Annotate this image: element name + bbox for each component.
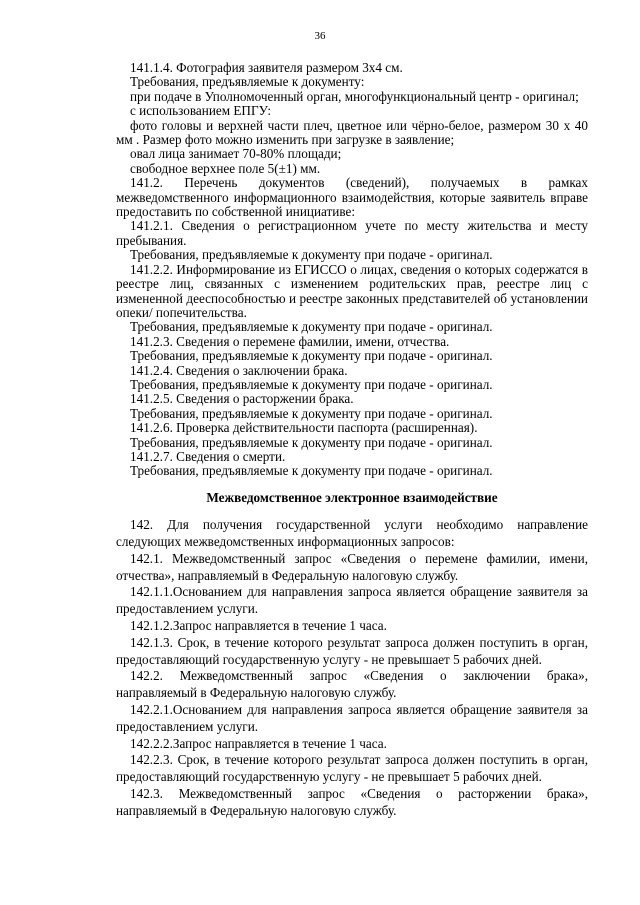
paragraph: 141.2.4. Сведения о заключении брака. (130, 362, 348, 378)
section-heading: Межведомственное электронное взаимодействие (206, 489, 498, 505)
paragraph: при подаче в Уполномоченный орган, многофункциональный центр - оригинал; (130, 88, 579, 104)
paragraph: 141.2.1. Сведения о регистрационном учете по месту жительства и месту пребывания. (116, 218, 588, 248)
paragraph: 142.1.2.Запрос направляется в течение 1 часа. (130, 617, 387, 633)
paragraph: 141.1.4. Фотография заявителя размером 3х4 см. (130, 60, 403, 75)
paragraph: с использованием ЕПГУ: (130, 103, 272, 119)
paragraph: 142. Для получения государственной услуги необходимо направление следующих межведомственных информационных запросов: (116, 517, 588, 549)
paragraph: Требования, предъявляемые к документу: (130, 74, 365, 90)
paragraph: Требования, предъявляемые к документу при подаче - оригинал. (130, 376, 493, 392)
paragraph: 142.2.2.Запрос направляется в течение 1 часа. (130, 735, 387, 751)
paragraph: овал лица занимает 70-80% площади; (130, 146, 342, 162)
section-interaction (116, 517, 588, 819)
paragraph: Требования, предъявляемые к документу при подаче - оригинал. (130, 247, 493, 263)
page-number: 36 (314, 30, 326, 42)
paragraph: свободное верхнее поле 5(±1) мм. (130, 160, 321, 176)
paragraph: 142.1.3. Срок, в течение которого результат запроса должен поступить в орган, предоставляющий государственную услугу - не превышает 5 рабочих дней. (116, 634, 588, 667)
paragraph: 142.1.1.Основанием для направления запроса является обращение заявителя за предоставлением услуги. (116, 584, 588, 617)
paragraph: Требования, предъявляемые к документу при подаче - оригинал. (130, 348, 493, 364)
paragraph: 142.1. Межведомственный запрос «Сведения о перемене фамилии, имени, отчества», направляемый в Федеральную налоговую службу. (116, 550, 588, 583)
paragraph: 142.2. Межведомственный запрос «Сведения о заключении брака», направляемый в Федеральную налоговую службу. (116, 668, 588, 701)
paragraph: 142.2.1.Основанием для направления запроса является обращение заявителя за предоставлением услуги. (116, 701, 588, 734)
paragraph: Требования, предъявляемые к документу при подаче - оригинал. (130, 434, 493, 450)
paragraph: 141.2.3. Сведения о перемене фамилии, имени, отчества. (130, 333, 450, 349)
paragraph: Требования, предъявляемые к документу при подаче - оригинал. (130, 405, 493, 421)
paragraph: 142.3. Межведомственный запрос «Сведения о расторжении брака», направляемый в Федеральную налоговую службу. (116, 785, 588, 818)
paragraph: 141.2.5. Сведения о расторжении брака. (130, 391, 354, 407)
paragraph: Требования, предъявляемые к документу при подаче - оригинал. (130, 463, 493, 479)
paragraph: фото головы и верхней части плеч, цветное или чёрно-белое, размером 30 х 40 мм . Размер фото можно изменить при загрузке в заявление; (116, 117, 588, 148)
section-documents (116, 61, 588, 479)
paragraph: 141.2.2. Информирование из ЕГИССО о лицах, сведения о которых содержатся в реестре лиц, связанных с изменением родительских прав, реестре лиц с измененной дееспособностью и реестре законных представителей об установлении опеки/ попечительства. (116, 261, 588, 320)
paragraph: 141.2.7. Сведения о смерти. (130, 448, 286, 464)
paragraph: 142.2.3. Срок, в течение которого результат запроса должен поступить в орган, предоставляющий государственную услугу - не превышает 5 рабочих дней. (116, 752, 588, 785)
document-body (116, 61, 588, 820)
paragraph: 141.2.6. Проверка действительности паспорта (расширенная). (130, 420, 478, 436)
paragraph: Требования, предъявляемые к документу при подаче - оригинал. (130, 319, 493, 335)
paragraph: 141.2. Перечень документов (сведений), получаемых в рамках межведомственного информационного взаимодействия, которые заявитель вправе предоставить по собственной инициативе: (116, 175, 588, 220)
